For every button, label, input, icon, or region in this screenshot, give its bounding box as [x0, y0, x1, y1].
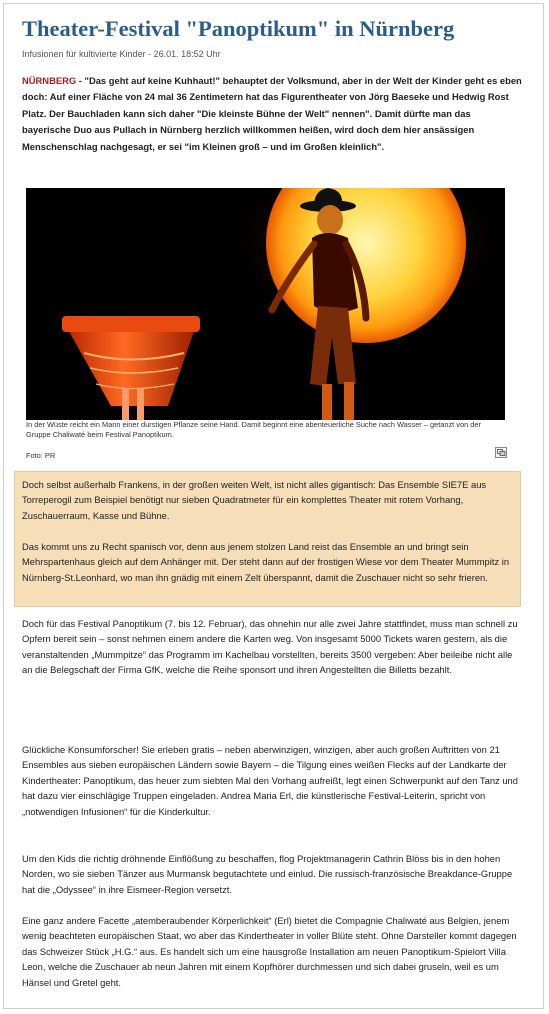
- photo-caption: In der Wüste reicht ein Mann einer durstigen Pflanze seine Hand. Damit beginnt eine abenteuerliche Suche nach Wasser – getanzt von der Gruppe Chaliwaté beim Festival Panoptikum.: [26, 420, 481, 440]
- body-paragraph: Eine ganz andere Facette „atemberaubender Körperlichkeit“ (Erl) bietet die Compagnie Chaliwaté aus Belgien, jenem wenig beachteten europäischen Staat, wo aber das Kindertheater in voller Blüte steht. Ohne Darsteller kommt dagegen das Schweizer Stück „H.G.“ aus. Es handelt sich um eine hausgroße Installation am neuen Panoptikum-Spielort Villa Leon, welche die Zuschauer ab neun Jahren mit einem Kopfhörer durchmessen und sich dabei gruseln, weil es um Hänsel und Gretel geht.: [22, 915, 517, 988]
- highlight-paragraph: Das kommt uns zu Recht spanisch vor, denn aus jenem stolzen Land reist das Ensemble an und bringt sein Mehrspartenhaus gleich auf dem Anhänger mit. Der steht dann auf der frostigen Wiese vor dem Theater Mummpitz in Nürnberg-St.Leonhard, wo man ihn gnädig mit einem Zelt überspannt, damit die Zuschauer nicht so sehr frieren.: [22, 541, 510, 583]
- enlarge-image-icon[interactable]: [495, 447, 507, 458]
- body-paragraph: Glückliche Konsumforscher! Sie erleben gratis – neben aberwinzigen, winzigen, aber auch großen Auftritten von 21 Ensembles aus sieben europäischen Ländern sowie Bayern – die Tilgung eines weißen Flecks auf der Landkarte der Kindertheater: Panoptikum, das heuer zum siebten Mal den Vorhang aufreißt, legt einen Schwerpunkt auf den Tanz und hat dazu vier einschlägige Truppen eingeladen. Andrea Maria Erl, die künstlerische Festival-Leiterin, spricht von „notwendigen Infusionen“ für die Kinderkultur.: [22, 744, 518, 817]
- lead-dateline: NÜRNBERG: [22, 75, 77, 86]
- highlight-paragraph: Doch selbst außerhalb Frankens, in der großen weiten Welt, ist nicht alles gigantisch: Das Ensemble SIE7E aus Torreperogil zum Beispiel benötigt nur sieben Quadratmeter für ein komplettes Theater mit rotem Vorhang, Zuschauerraum, Kasse und Bühne.: [22, 479, 487, 521]
- article-photo: [26, 188, 505, 420]
- body-paragraph: Doch für das Festival Panoptikum (7. bis 12. Februar), das ohnehin nur alle zwei Jahre stattfindet, muss man schnell zu Opfern bereit sein – sonst nehmen einem andere die Karten weg. Von insgesamt 5000 Tickets waren gestern, als die veranstaltenden „Mummpitze“ das Programm im Kachelbau vorstellten, bereits 3500 vergeben: Aber beileibe nicht alle an die Belegschaft der Firma GfK, welche die Reihe sponsort und ihren Angestellten die Billetts bezahlt.: [22, 618, 518, 676]
- body-paragraph: Um den Kids die richtig dröhnende Einflößung zu beschaffen, flog Projektmanagerin Cathrin Blöss bis in den hohen Norden, wo sie sieben Tänzer aus Murmansk begutachtete und einlud. Die russisch-französische Breakdance-Gruppe hat die „Odyssee“ in ihre Eismeer-Region versetzt.: [22, 853, 513, 895]
- article-lead: [22, 73, 522, 155]
- article-subline: Infusionen für kultivierte Kinder - 26.01. 18:52 Uhr: [22, 49, 221, 59]
- lead-text: - "Das geht auf keine Kuhhaut!" behauptet der Volksmund, aber in der Welt der Kinder geht es eben doch: Auf einer Fläche von 24 mal 36 Zentimetern hat das Figurentheater von Jörg Baeseke und Hedwig Rost Platz. Der Bauchladen kann sich daher "Die kleinste Bühne der Welt" nennen". Damit dürfte man das bayerische Duo aus Pullach in Nürnberg herzlich willkommen heißen, wird doch dem hier ansässigen Menschenschlag nachgesagt, er sei "im Kleinen groß – und im Großen kleinlich".: [22, 75, 522, 152]
- photo-credit: Foto: PR: [26, 451, 56, 460]
- article-headline: Theater-Festival "Panoptikum" in Nürnberg: [22, 16, 455, 41]
